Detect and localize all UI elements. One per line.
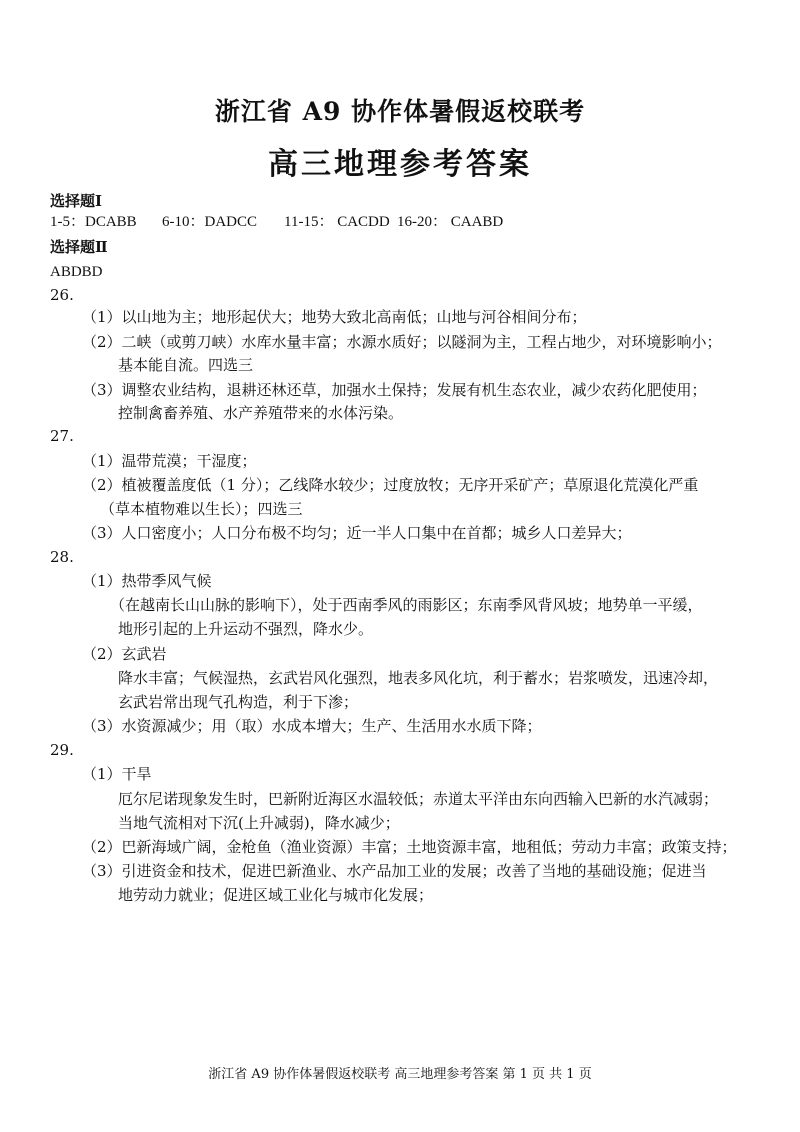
q27-answer-3: （3）人口密度小；人口分布极不均匀；近一半人口集中在首都；城乡人口差异大； bbox=[82, 524, 632, 542]
section1-answers bbox=[50, 212, 503, 232]
q29-answer-3: （3）引进资金和技术，促进巴新渔业、水产品加工业的发展；改善了当地的基础设施；促进当 bbox=[82, 862, 707, 880]
section1-heading: 选择题Ⅰ bbox=[50, 192, 103, 210]
q28-answer-1: （1）热带季风气候 bbox=[82, 572, 212, 590]
q29-answer-3-cont: 地劳动力就业；促进区域工业化与城市化发展； bbox=[118, 886, 434, 904]
q28-answer-1-cont2: 地形引起的上升运动不强烈，降水少。 bbox=[118, 620, 374, 638]
section2-heading: 选择题Ⅱ bbox=[50, 238, 108, 256]
section2-answers: ABDBD bbox=[50, 264, 103, 280]
q26-number: 26. bbox=[50, 286, 74, 304]
q28-number: 28. bbox=[50, 548, 74, 566]
q26-answer-2: （2）二峡（或剪刀峡）水库水量丰富；水源水质好；以隧洞为主，工程占地少，对环境影响小； bbox=[82, 333, 722, 351]
page-footer: 浙江省 A9 协作体暑假返校联考 高三地理参考答案 第 1 页 共 1 页 bbox=[208, 1067, 592, 1082]
q27-answer-2: （2）植被覆盖度低（1 分）；乙线降水较少；过度放牧；无序开采矿产；草原退化荒漠化严重 bbox=[82, 476, 699, 494]
q27-answer-2-cont: （草本植物难以生长）；四选三 bbox=[100, 500, 303, 518]
q26-answer-3: （3）调整农业结构，退耕还林还草，加强水土保持；发展有机生态农业，减少农药化肥使用； bbox=[82, 381, 707, 399]
document-title: 浙江省 A9 协作体暑假返校联考 bbox=[214, 97, 586, 126]
q28-answer-2-cont2: 玄武岩常出现气孔构造，利于下渗； bbox=[118, 693, 359, 711]
q29-answer-1: （1）干旱 bbox=[82, 765, 152, 783]
document-subtitle: 高三地理参考答案 bbox=[268, 147, 532, 182]
q26-answer-1: （1）以山地为主；地形起伏大；地势大致北高南低；山地与河谷相间分布； bbox=[82, 308, 587, 326]
q28-answer-3: （3）水资源减少；用（取）水成本增大；生产、生活用水水质下降； bbox=[82, 717, 542, 735]
q28-answer-2: （2）玄武岩 bbox=[82, 645, 167, 663]
answer-group-11-15: 11-15： CACDD bbox=[284, 214, 390, 230]
q27-answer-1: （1）温带荒漠；干湿度； bbox=[82, 452, 257, 470]
q29-answer-1-cont: 厄尔尼诺现象发生时，巴新附近海区水温较低；赤道太平洋由东向西输入巴新的水汽减弱； bbox=[118, 790, 719, 808]
q28-answer-1-cont: （在越南长山山脉的影响下），处于西南季风的雨影区；东南季风背风坡；地势单一平缓， bbox=[110, 596, 703, 614]
q26-answer-2-cont: 基本能自流。四选三 bbox=[118, 356, 254, 374]
answer-group-1-5: 1-5：DCABB bbox=[50, 214, 137, 230]
q26-answer-3-cont: 控制禽畜养殖、水产养殖带来的水体污染。 bbox=[118, 404, 404, 422]
q28-answer-2-cont: 降水丰富；气候湿热，玄武岩风化强烈，地表多风化坑，利于蓄水；岩浆喷发，迅速冷却， bbox=[118, 669, 719, 687]
q29-number: 29. bbox=[50, 741, 74, 759]
q29-answer-1-cont2: 当地气流相对下沉(上升减弱)，降水减少； bbox=[118, 814, 400, 832]
answer-group-16-20: 16-20： CAABD bbox=[397, 214, 504, 230]
q27-number: 27. bbox=[50, 427, 74, 445]
q29-answer-2: （2）巴新海域广阔，金枪鱼（渔业资源）丰富；土地资源丰富，地租低；劳动力丰富；政策支持； bbox=[82, 838, 737, 856]
answer-group-6-10: 6-10：DADCC bbox=[162, 214, 258, 230]
